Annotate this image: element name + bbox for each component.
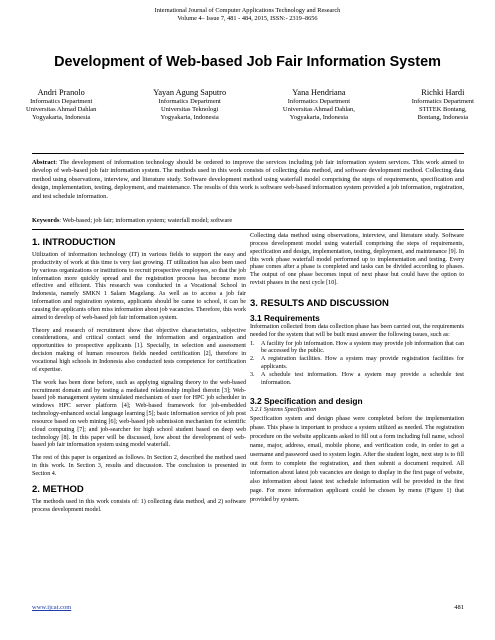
section-heading-method: 2. METHOD: [32, 483, 84, 495]
author-block: [283, 88, 355, 122]
keywords-bottom-rule: [32, 229, 464, 230]
author-location: Yogyakarta, Indonesia: [32, 114, 91, 122]
list-number: 1.: [250, 340, 255, 347]
subsubsection-heading: 3.2.1 Systems Specification: [250, 406, 317, 413]
abstract-label: Abstract: [32, 159, 56, 166]
left-column: [32, 233, 246, 519]
body-paragraph: Utilization of information technology (IT) in various fields to support the easy and productivity of work at this time is very fast growing. IT utilization has also been used by various organizations or institutions to recruit prospective employees, so that the job information more quickly spread and the registration process has become more effective and efficient. This research was conducted in a Vocational School in Indonesia, namely SMKN 1 Salam Magelang. As well as to access a job fair information and registration systems, applicants should be came to school, it can be causing the applicants often miss information about job vacancies. Therefore, this work aimed to develop of web-based job fair information system.: [32, 252, 246, 321]
body-paragraph: Theory and research of recruitment show that objective characteristics, subjective considerations, and critical contact send the information and organization and opportunities to prospective applicants [1]. Specially, in selection and assessment decision making of human resources fields needed certification [2], therefore in vocational high schools in Indonesia also conducted tests competence for certification of expertise.: [32, 327, 246, 373]
body-paragraph: The rest of this paper is organized as follows. In Section 2, described the method used in this work. In Section 3, results and discussion. The conclusion is presented in Section 4.: [32, 455, 246, 477]
journal-volume: Volume 4– Issue 7, 481 - 484, 2015, ISSN:- 2319–8656: [177, 15, 318, 22]
list-item: [250, 372, 464, 388]
author-location: Yogyakarta, Indonesia: [160, 114, 219, 122]
abstract: [32, 159, 464, 201]
paper-title: Development of Web-based Job Fair Information System: [54, 54, 441, 70]
journal-header: [0, 7, 495, 23]
author-location: Yogyakarta, Indonesia: [289, 114, 348, 122]
author-name: Andri Pranolo: [37, 88, 85, 97]
author-block: [412, 88, 474, 122]
list-text: A schedule test information. How a system may provide a schedule test information.: [261, 371, 464, 386]
page-footer: [32, 604, 464, 611]
body-paragraph: Specification system and design phase were completed before the implementation phase. This phase is important to produce a system utilized as needed. The registration procedure on the website applicants asked to fill out a form including full name, school name, major, address, email, mobile phone, and verification code, in order to get a username and password used to system login. After the student login, next step is to fill out form to complete the registration, and then submit a document required. All information about latest job vacancies are design to display in the first page of website, also information about latest test schedule information will be provided in the first page. For more information applicant could be chosen by menu (Figure 1) that provided by system.: [250, 415, 464, 504]
abstract-text: : The development of information technology should be ordered to improve the services including job fair information system services. This work aimed to develop of web-based job fair information system. The methods used in this work consists of collecting data method, and software development method. Collecting data method using observations, interview, and literature study. Software development method using waterfall model comprising the steps of requirements, specification and design, implementation, testing, deployment, and maintenance. The results of this work is software web-based information system provided a job information, registration, and test schedule information.: [32, 159, 464, 200]
section-heading-results: 3. RESULTS AND DISCUSSION: [250, 297, 389, 309]
list-text: A registration facilities. How a system may provide registration facilities for applicants.: [261, 356, 464, 371]
author-block: [153, 88, 226, 122]
keywords-text: : Web-based; job fair; information system; waterfall model; software: [59, 217, 233, 224]
keywords: [32, 217, 464, 225]
author-institution: STITEK Bontang,: [419, 106, 467, 114]
author-institution: Universitas Teknologi: [160, 106, 219, 114]
author-name: Yana Hendriana: [292, 88, 346, 97]
body-paragraph: Collecting data method using observations, interview, and literature study. Software process development model using waterfall comprising the steps of requirements, specification and design, implementation, testing, deployment, and maintenance [9]. In this work phase waterfall model performed up to implementation and testing. Every phase comes after a phase is completed and tasks can be divided according to phases. The output of one phase becomes input of next phase but could have the option to revisit phases in the next cycle [10].: [250, 233, 464, 287]
author-institution: Universitas Ahmad Dahlan: [26, 106, 97, 114]
author-name: Yayan Agung Saputro: [153, 88, 227, 97]
author-block: [26, 88, 96, 122]
list-item: [250, 356, 464, 372]
author-department: Informatics Department: [411, 98, 474, 105]
author-institution: Universitas Ahmad Dahlan,: [282, 106, 355, 114]
list-text: A facility for job information. How a system may provide job information that can be accessed by the public.: [261, 340, 464, 355]
body-paragraph: The methods used in this work consists of: 1) collecting data method, and 2) software process development model.: [32, 498, 246, 513]
requirements-list: [250, 341, 464, 388]
page-number: 481: [454, 604, 464, 611]
journal-name: International Journal of Computer Applications Technology and Research: [154, 7, 341, 14]
list-number: 2.: [250, 356, 255, 363]
list-number: 3.: [250, 371, 255, 378]
right-column: [250, 233, 464, 510]
journal-url-link[interactable]: www.ijcat.com: [32, 604, 72, 611]
author-department: Informatics Department: [158, 98, 221, 105]
keywords-label: Keywords: [32, 217, 60, 224]
section-heading-introduction: 1. INTRODUCTION: [32, 237, 116, 248]
author-location: Bontang, Indonesia: [417, 114, 469, 122]
subsection-heading-specification: 3.2 Specification and design: [250, 395, 363, 406]
list-item: [250, 341, 464, 357]
subsection-heading-requirements: 3.1 Requirements: [250, 312, 320, 323]
author-name: Richki Hardi: [421, 88, 465, 97]
body-paragraph: The work has been done before, such as applying signaling theory to the web-based recruitment domain and by testing a mediated relationship implied therein [3]; Web-based job management system simulated mechanism of user for HPC job scheduler in windows HPC server platform [4]; Web-based framework for job-embedded technology-enhanced social language learning [5]; basic information service of job post resource based on web mining [6]; web-based job submission mechanism for scientific cloud computing [7]; and job-searcher for high school student based on deep web technology [8]. In this paper will be discussed, how about the development of web-based job fair information system using model waterfall.: [32, 379, 246, 449]
body-paragraph: Information collected from data collection phase has been carried out, the requirements needed for the system that will be built must answer the following issues, such as:: [250, 323, 464, 338]
author-list: [26, 88, 474, 122]
abstract-top-rule: [32, 153, 464, 154]
author-department: Informatics Department: [287, 98, 351, 105]
author-department: Informatics Department: [30, 98, 93, 105]
